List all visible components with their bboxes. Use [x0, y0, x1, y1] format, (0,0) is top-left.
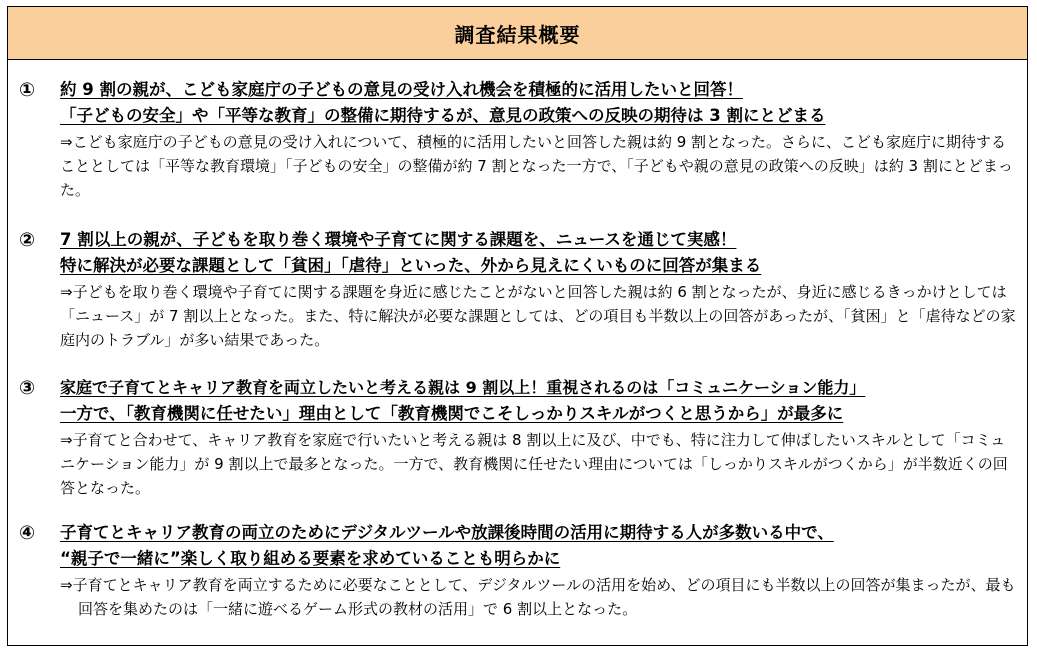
- finding-detail: ⇒子育てと合わせて、キャリア教育を家庭で行いたいと考える親は 8 割以上に及び、中でも、特に注力して伸ばしたいスキルとして「コミュニケーション能力」が 9 割以上で最多となった。一方で、教育機関に任せたい理由については「しっかりスキルがつくから」が半数近くの回答となった。: [60, 431, 1008, 497]
- finding-number: ①: [19, 79, 36, 101]
- finding-headline-2: 一方で、「教育機関に任せたい」理由として「教育機関でこそしっかりスキルがつくと思うから」が最多に: [60, 404, 844, 423]
- summary-header: [8, 7, 1027, 60]
- finding-headline-1: 子育てとキャリア教育の両立のためにデジタルツールや放課後時間の活用に期待する人が多数いる中で、: [60, 523, 834, 542]
- finding-headline-2: 特に解決が必要な課題として「貧困」「虐待」といった、外から見えにくいものに回答が集まる: [60, 256, 762, 275]
- finding-detail: ⇒こども家庭庁の子どもの意見の受け入れについて、積極的に活用したいと回答した親は約 9 割となった。さらに、こども家庭庁に期待することとしては「平等な教育環境」「子どもの安全」の整備が約 7 割となった一方で、「子どもや親の意見の政策への反映」は約 3 割にとどまった。: [60, 133, 1013, 199]
- summary-panel: [7, 6, 1028, 646]
- finding-detail: ⇒子どもを取り巻く環境や子育てに関する課題を身近に感じたことがないと回答した親は約 6 割となったが、身近に感じるきっかけとしては「ニュース」が 7 割以上となった。また、特に解決が必要な課題としては、どの項目も半数以上の回答があったが、「貧困」と「虐待などの家庭内のトラブル」が多い結果であった。: [60, 283, 1016, 349]
- finding-detail: ⇒子育てとキャリア教育を両立するために必要なこととして、デジタルツールの活用を始め、どの項目にも半数以上の回答が集まったが、最も回答を集めたのは「一緒に遊べるゲーム形式の教材の活用」で 6 割以上となった。: [60, 576, 1016, 618]
- finding-headline-2: 「子どもの安全」や「平等な教育」の整備に期待するが、意見の政策への反映の期待は 3 割にとどまる: [60, 106, 826, 125]
- summary-title: 調査結果概要: [454, 22, 581, 47]
- finding-headline-1: 家庭で子育てとキャリア教育を両立したいと考える親は 9 割以上！重視されるのは「コミュニケーション能力」: [60, 378, 866, 397]
- finding-number: ③: [19, 377, 36, 399]
- finding-number: ④: [19, 522, 36, 544]
- finding-number: ②: [19, 229, 36, 251]
- finding-headline-2: “親子で一緒に”楽しく取り組める要素を求めていることも明らかに: [60, 549, 561, 568]
- finding-headline-1: 約 9 割の親が、こども家庭庁の子どもの意見の受け入れ機会を積極的に活用したいと回答！: [60, 80, 743, 99]
- finding-headline-1: 7 割以上の親が、子どもを取り巻く環境や子育てに関する課題を、ニュースを通じて実感！: [60, 230, 737, 249]
